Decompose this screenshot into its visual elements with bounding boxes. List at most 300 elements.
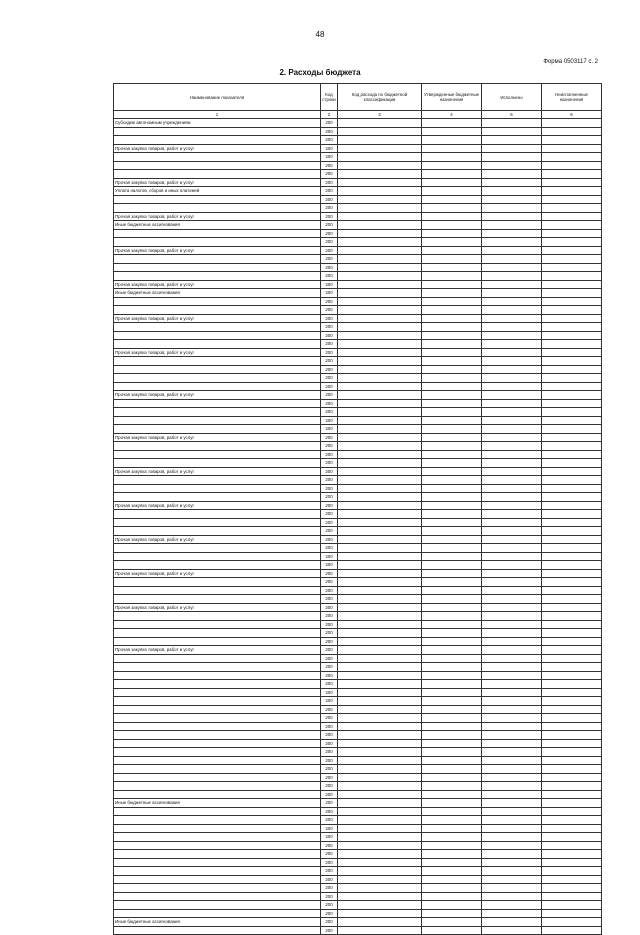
row-code-cell: 200 xyxy=(321,238,338,247)
column-index-cell: 6 xyxy=(542,111,602,119)
row-label-cell xyxy=(114,552,321,561)
row-value-cell xyxy=(542,161,602,170)
row-value-cell xyxy=(482,382,542,391)
row-label-cell: Иные бюджетные ассигнования xyxy=(114,289,321,298)
row-value-cell xyxy=(422,569,482,578)
row-value-cell xyxy=(338,433,422,442)
row-value-cell xyxy=(422,535,482,544)
row-label-cell xyxy=(114,629,321,638)
row-value-cell xyxy=(338,799,422,808)
row-label-cell xyxy=(114,442,321,451)
row-value-cell xyxy=(422,714,482,723)
row-code-cell: 200 xyxy=(321,459,338,468)
column-index-cell: 1 xyxy=(114,111,321,119)
column-header: Утвержденные бюджетные назначения xyxy=(422,84,482,111)
row-value-cell xyxy=(482,391,542,400)
row-code-cell: 200 xyxy=(321,705,338,714)
row-code-cell: 200 xyxy=(321,654,338,663)
row-value-cell xyxy=(542,433,602,442)
row-value-cell xyxy=(482,467,542,476)
row-value-cell xyxy=(338,416,422,425)
row-value-cell xyxy=(542,289,602,298)
row-value-cell xyxy=(422,365,482,374)
row-value-cell xyxy=(422,450,482,459)
row-value-cell xyxy=(422,722,482,731)
row-code-cell: 200 xyxy=(321,612,338,621)
row-value-cell xyxy=(542,595,602,604)
row-value-cell xyxy=(338,493,422,502)
table-row xyxy=(114,365,602,374)
table-row xyxy=(114,144,602,153)
row-value-cell xyxy=(338,739,422,748)
row-label-cell xyxy=(114,671,321,680)
row-value-cell xyxy=(338,807,422,816)
row-value-cell xyxy=(482,255,542,264)
row-value-cell xyxy=(482,459,542,468)
row-value-cell xyxy=(422,884,482,893)
row-value-cell xyxy=(338,858,422,867)
row-code-cell: 200 xyxy=(321,748,338,757)
row-label-cell xyxy=(114,909,321,918)
row-value-cell xyxy=(338,578,422,587)
row-value-cell xyxy=(422,399,482,408)
table-row xyxy=(114,255,602,264)
row-label-cell xyxy=(114,697,321,706)
row-label-cell xyxy=(114,586,321,595)
row-value-cell xyxy=(422,382,482,391)
table-row xyxy=(114,314,602,323)
row-label-cell xyxy=(114,637,321,646)
row-value-cell xyxy=(542,867,602,876)
row-value-cell xyxy=(422,484,482,493)
row-value-cell xyxy=(422,892,482,901)
row-code-cell: 200 xyxy=(321,450,338,459)
row-value-cell xyxy=(338,782,422,791)
table-row xyxy=(114,467,602,476)
row-value-cell xyxy=(482,433,542,442)
row-value-cell xyxy=(542,782,602,791)
row-value-cell xyxy=(338,187,422,196)
row-value-cell xyxy=(482,552,542,561)
row-value-cell xyxy=(482,909,542,918)
row-value-cell xyxy=(542,858,602,867)
table-row xyxy=(114,323,602,332)
row-value-cell xyxy=(482,637,542,646)
row-value-cell xyxy=(542,603,602,612)
row-value-cell xyxy=(422,858,482,867)
table-row xyxy=(114,739,602,748)
row-value-cell xyxy=(482,331,542,340)
row-value-cell xyxy=(422,331,482,340)
row-value-cell xyxy=(482,773,542,782)
table-row xyxy=(114,595,602,604)
row-code-cell: 200 xyxy=(321,595,338,604)
column-index-row xyxy=(114,111,602,119)
table-row xyxy=(114,238,602,247)
row-code-cell: 200 xyxy=(321,765,338,774)
table-row xyxy=(114,170,602,179)
table-row xyxy=(114,280,602,289)
row-value-cell xyxy=(542,187,602,196)
row-code-cell: 200 xyxy=(321,289,338,298)
row-value-cell xyxy=(422,314,482,323)
row-value-cell xyxy=(338,340,422,349)
row-value-cell xyxy=(482,518,542,527)
row-label-cell xyxy=(114,382,321,391)
row-value-cell xyxy=(338,153,422,162)
row-label-cell xyxy=(114,705,321,714)
row-value-cell xyxy=(338,136,422,145)
row-value-cell xyxy=(422,374,482,383)
table-row xyxy=(114,374,602,383)
row-value-cell xyxy=(542,799,602,808)
row-value-cell xyxy=(542,773,602,782)
row-label-cell xyxy=(114,884,321,893)
row-value-cell xyxy=(482,765,542,774)
row-code-cell: 200 xyxy=(321,433,338,442)
row-label-cell xyxy=(114,408,321,417)
row-value-cell xyxy=(542,195,602,204)
column-header: Наименование показателя xyxy=(114,84,321,111)
column-index-cell: 5 xyxy=(482,111,542,119)
row-value-cell xyxy=(482,136,542,145)
row-value-cell xyxy=(482,595,542,604)
row-code-cell: 200 xyxy=(321,646,338,655)
row-value-cell xyxy=(338,629,422,638)
row-value-cell xyxy=(422,561,482,570)
row-value-cell xyxy=(422,238,482,247)
row-value-cell xyxy=(542,705,602,714)
row-value-cell xyxy=(422,467,482,476)
row-value-cell xyxy=(422,425,482,434)
row-value-cell xyxy=(542,144,602,153)
row-value-cell xyxy=(542,824,602,833)
row-value-cell xyxy=(338,127,422,136)
row-value-cell xyxy=(338,790,422,799)
row-value-cell xyxy=(422,603,482,612)
row-label-cell xyxy=(114,620,321,629)
table-row xyxy=(114,875,602,884)
row-code-cell: 200 xyxy=(321,629,338,638)
row-value-cell xyxy=(422,765,482,774)
table-row xyxy=(114,450,602,459)
table-body xyxy=(114,119,602,935)
row-code-cell: 200 xyxy=(321,119,338,128)
row-label-cell xyxy=(114,476,321,485)
row-code-cell: 200 xyxy=(321,467,338,476)
table-row xyxy=(114,663,602,672)
row-value-cell xyxy=(542,127,602,136)
row-value-cell xyxy=(422,348,482,357)
row-value-cell xyxy=(422,841,482,850)
row-code-cell: 200 xyxy=(321,527,338,536)
row-code-cell: 200 xyxy=(321,901,338,910)
row-label-cell: Прочая закупка товаров, работ и услуг xyxy=(114,348,321,357)
row-value-cell xyxy=(338,510,422,519)
row-code-cell: 200 xyxy=(321,416,338,425)
row-code-cell: 200 xyxy=(321,255,338,264)
table-row xyxy=(114,722,602,731)
row-value-cell xyxy=(422,187,482,196)
row-value-cell xyxy=(542,663,602,672)
row-value-cell xyxy=(542,926,602,935)
row-value-cell xyxy=(338,391,422,400)
row-value-cell xyxy=(542,918,602,927)
row-value-cell xyxy=(542,229,602,238)
row-value-cell xyxy=(482,178,542,187)
row-label-cell: Иные бюджетные ассигнования xyxy=(114,918,321,927)
row-code-cell: 200 xyxy=(321,374,338,383)
row-code-cell: 200 xyxy=(321,161,338,170)
row-value-cell xyxy=(422,323,482,332)
row-label-cell xyxy=(114,654,321,663)
row-label-cell: Прочая закупка товаров, работ и услуг xyxy=(114,212,321,221)
row-label-cell xyxy=(114,263,321,272)
row-value-cell xyxy=(338,867,422,876)
table-row xyxy=(114,493,602,502)
row-value-cell xyxy=(482,833,542,842)
row-value-cell xyxy=(542,535,602,544)
table-row xyxy=(114,348,602,357)
section-title: 2. Расходы бюджета xyxy=(279,68,361,77)
row-value-cell xyxy=(482,586,542,595)
row-code-cell: 200 xyxy=(321,569,338,578)
row-value-cell xyxy=(542,697,602,706)
table-row xyxy=(114,535,602,544)
table-row xyxy=(114,586,602,595)
row-code-cell: 200 xyxy=(321,756,338,765)
row-value-cell xyxy=(542,629,602,638)
row-value-cell xyxy=(422,306,482,315)
row-value-cell xyxy=(422,782,482,791)
row-code-cell: 200 xyxy=(321,170,338,179)
row-label-cell: Уплата налогов, сборов и иных платежей xyxy=(114,187,321,196)
row-value-cell xyxy=(338,603,422,612)
table-row xyxy=(114,425,602,434)
row-label-cell xyxy=(114,255,321,264)
row-label-cell xyxy=(114,688,321,697)
row-value-cell xyxy=(482,289,542,298)
row-value-cell xyxy=(422,459,482,468)
row-value-cell xyxy=(338,263,422,272)
row-value-cell xyxy=(338,348,422,357)
row-value-cell xyxy=(338,467,422,476)
row-value-cell xyxy=(422,442,482,451)
row-value-cell xyxy=(542,348,602,357)
row-value-cell xyxy=(542,263,602,272)
row-code-cell: 200 xyxy=(321,246,338,255)
table-row xyxy=(114,484,602,493)
row-value-cell xyxy=(338,518,422,527)
row-value-cell xyxy=(482,620,542,629)
row-value-cell xyxy=(542,544,602,553)
row-code-cell: 200 xyxy=(321,425,338,434)
row-value-cell xyxy=(338,765,422,774)
row-value-cell xyxy=(482,195,542,204)
row-code-cell: 200 xyxy=(321,544,338,553)
table-row xyxy=(114,153,602,162)
row-value-cell xyxy=(542,170,602,179)
row-value-cell xyxy=(542,739,602,748)
row-value-cell xyxy=(542,680,602,689)
row-value-cell xyxy=(338,459,422,468)
row-value-cell xyxy=(542,357,602,366)
row-value-cell xyxy=(338,654,422,663)
row-code-cell: 200 xyxy=(321,680,338,689)
row-value-cell xyxy=(422,850,482,859)
row-value-cell xyxy=(542,467,602,476)
row-value-cell xyxy=(338,289,422,298)
row-value-cell xyxy=(422,612,482,621)
row-code-cell: 200 xyxy=(321,790,338,799)
column-index-cell: 3 xyxy=(338,111,422,119)
row-value-cell xyxy=(338,161,422,170)
row-value-cell xyxy=(338,671,422,680)
row-value-cell xyxy=(422,816,482,825)
row-value-cell xyxy=(542,212,602,221)
table-row xyxy=(114,263,602,272)
row-value-cell xyxy=(338,612,422,621)
row-code-cell: 200 xyxy=(321,306,338,315)
row-label-cell xyxy=(114,136,321,145)
row-label-cell xyxy=(114,612,321,621)
row-label-cell xyxy=(114,450,321,459)
row-value-cell xyxy=(422,391,482,400)
row-value-cell xyxy=(482,527,542,536)
row-value-cell xyxy=(422,136,482,145)
row-value-cell xyxy=(482,790,542,799)
row-code-cell: 200 xyxy=(321,178,338,187)
row-value-cell xyxy=(542,586,602,595)
row-value-cell xyxy=(542,850,602,859)
row-code-cell: 200 xyxy=(321,391,338,400)
row-label-cell xyxy=(114,374,321,383)
row-value-cell xyxy=(338,144,422,153)
row-label-cell xyxy=(114,595,321,604)
row-value-cell xyxy=(338,272,422,281)
row-value-cell xyxy=(482,170,542,179)
row-code-cell: 200 xyxy=(321,348,338,357)
row-value-cell xyxy=(482,663,542,672)
row-code-cell: 200 xyxy=(321,187,338,196)
row-value-cell xyxy=(422,833,482,842)
row-value-cell xyxy=(422,518,482,527)
row-value-cell xyxy=(422,289,482,298)
row-value-cell xyxy=(338,229,422,238)
table-row xyxy=(114,442,602,451)
row-value-cell xyxy=(542,280,602,289)
table-row xyxy=(114,646,602,655)
row-value-cell xyxy=(542,909,602,918)
row-label-cell xyxy=(114,680,321,689)
row-value-cell xyxy=(542,578,602,587)
row-value-cell xyxy=(422,544,482,553)
row-value-cell xyxy=(422,119,482,128)
row-label-cell xyxy=(114,722,321,731)
table-row xyxy=(114,688,602,697)
budget-expenses-table xyxy=(113,83,602,935)
row-value-cell xyxy=(542,297,602,306)
row-value-cell xyxy=(482,484,542,493)
row-label-cell xyxy=(114,153,321,162)
row-value-cell xyxy=(482,229,542,238)
row-value-cell xyxy=(338,833,422,842)
table-row xyxy=(114,119,602,128)
row-label-cell: Прочая закупка товаров, работ и услуг xyxy=(114,391,321,400)
row-value-cell xyxy=(338,255,422,264)
row-value-cell xyxy=(338,680,422,689)
table-row xyxy=(114,357,602,366)
row-value-cell xyxy=(422,824,482,833)
row-value-cell xyxy=(482,697,542,706)
row-label-cell xyxy=(114,765,321,774)
table-row xyxy=(114,161,602,170)
row-label-cell xyxy=(114,731,321,740)
row-value-cell xyxy=(542,272,602,281)
row-label-cell xyxy=(114,272,321,281)
row-label-cell xyxy=(114,340,321,349)
row-code-cell: 200 xyxy=(321,263,338,272)
row-value-cell xyxy=(422,807,482,816)
row-value-cell xyxy=(542,731,602,740)
row-label-cell: Прочая закупка товаров, работ и услуг xyxy=(114,603,321,612)
row-value-cell xyxy=(482,204,542,213)
row-code-cell: 200 xyxy=(321,221,338,230)
row-value-cell xyxy=(542,510,602,519)
row-label-cell xyxy=(114,204,321,213)
row-code-cell: 200 xyxy=(321,382,338,391)
row-value-cell xyxy=(482,850,542,859)
row-value-cell xyxy=(422,280,482,289)
row-value-cell xyxy=(542,748,602,757)
row-value-cell xyxy=(482,263,542,272)
row-code-cell: 200 xyxy=(321,340,338,349)
table-row xyxy=(114,510,602,519)
row-label-cell: Прочая закупка товаров, работ и услуг xyxy=(114,280,321,289)
table-row xyxy=(114,680,602,689)
row-code-cell: 200 xyxy=(321,331,338,340)
row-value-cell xyxy=(482,144,542,153)
table-row xyxy=(114,850,602,859)
row-value-cell xyxy=(422,671,482,680)
table-row xyxy=(114,518,602,527)
table-row xyxy=(114,136,602,145)
row-value-cell xyxy=(542,714,602,723)
row-value-cell xyxy=(422,272,482,281)
table-row xyxy=(114,841,602,850)
row-value-cell xyxy=(338,595,422,604)
row-value-cell xyxy=(542,178,602,187)
row-value-cell xyxy=(338,756,422,765)
row-label-cell xyxy=(114,824,321,833)
row-label-cell: Прочая закупка товаров, работ и услуг xyxy=(114,501,321,510)
row-code-cell: 200 xyxy=(321,875,338,884)
row-value-cell xyxy=(542,153,602,162)
row-value-cell xyxy=(422,926,482,935)
row-code-cell: 200 xyxy=(321,195,338,204)
row-value-cell xyxy=(482,544,542,553)
row-value-cell xyxy=(482,153,542,162)
table-row xyxy=(114,637,602,646)
row-label-cell xyxy=(114,357,321,366)
row-value-cell xyxy=(542,518,602,527)
row-value-cell xyxy=(422,476,482,485)
row-value-cell xyxy=(482,680,542,689)
row-label-cell xyxy=(114,544,321,553)
row-code-cell: 200 xyxy=(321,561,338,570)
row-value-cell xyxy=(542,306,602,315)
row-value-cell xyxy=(422,297,482,306)
